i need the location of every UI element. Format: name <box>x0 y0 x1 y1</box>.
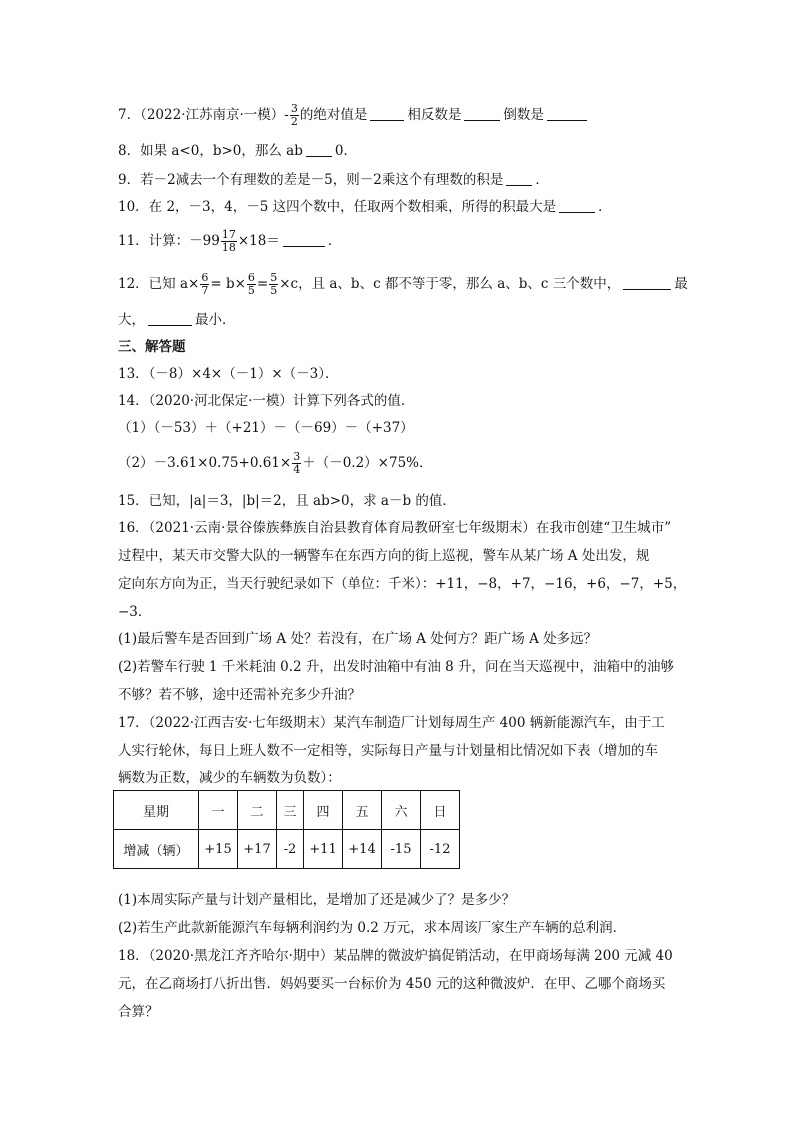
q12-p3: = <box>256 276 269 292</box>
question-14: 14．（2020·河北保定·一模）计算下列各式的值． <box>118 393 415 409</box>
q12-f1-num: 6 <box>201 271 209 284</box>
q7-blank-opposite <box>464 106 500 121</box>
question-16-line-3: 定向东方向为正，当天行驶纪录如下（单位：千米）：+11，−8，+7，−16，+6，−7，+5， <box>118 576 687 592</box>
q14-frac-den: 4 <box>293 463 301 476</box>
table-cell-day: 日 <box>421 791 460 830</box>
question-8 <box>118 141 357 161</box>
table-cell-value: -2 <box>277 830 304 869</box>
question-16-sub-2b: 不够？若不够，途中还需补充多少升油？ <box>118 687 361 703</box>
question-7 <box>118 100 590 130</box>
q12-blank-max <box>623 275 671 290</box>
q11-middle: ×18＝ <box>237 233 280 249</box>
table-cell-value: +15 <box>199 830 238 869</box>
q11-fraction <box>221 229 237 254</box>
q12-fraction-3 <box>269 272 278 297</box>
table-row-days <box>114 791 460 830</box>
table-cell-day: 六 <box>382 791 421 830</box>
q7-blank-abs <box>370 106 404 121</box>
q11-frac-den: 18 <box>221 241 236 254</box>
table-cell-value: -12 <box>421 830 460 869</box>
table-header-weekday: 星期 <box>114 791 199 830</box>
question-17-sub-1: (1)本周实际产量与计划产量相比，是增加了还是减少了？是多少？ <box>118 892 516 908</box>
question-16-line-2: 过程中，某天市交警大队的一辆警车在东西方向的街上巡视，警车从某广场 A 处出发，规 <box>118 548 650 564</box>
q12-f2-den: 5 <box>247 284 255 297</box>
question-9 <box>118 170 549 190</box>
table-cell-day: 五 <box>343 791 382 830</box>
question-18-line-2: 元，在乙商场打八折出售．妈妈要买一台标价为 450 元的这种微波炉．在甲、乙哪个商场买 <box>118 976 666 992</box>
q12-fraction-1 <box>200 272 209 297</box>
q14-fraction <box>292 451 301 476</box>
q12-p4: ×c，且 a、b、c 都不等于零，那么 a、b、c 三个数中， <box>279 276 621 292</box>
question-13: 13．（－8）×4×（－1）×（－3）． <box>118 366 339 382</box>
q11-suffix: ． <box>327 233 342 249</box>
question-14-part-1: （1）（－53）＋（+21）－（－69）－（+37） <box>118 420 414 436</box>
question-14-part-2 <box>118 448 433 478</box>
table-cell-day: 四 <box>304 791 343 830</box>
q7-text3: 倒数是 <box>503 107 544 123</box>
section-3-title: 三、解答题 <box>118 339 186 355</box>
q14-part2-prefix: （2）－3.61×0.75+0.61× <box>118 455 292 471</box>
q14-frac-num: 3 <box>293 450 301 463</box>
table-header-change: 增减（辆） <box>114 830 199 869</box>
q7-prefix: 7．（2022·江苏南京·一模）- <box>118 107 289 123</box>
q8-blank <box>306 142 332 157</box>
q9-text: 9．若－2减去一个有理数的差是－5，则－2乘这个有理数的积是 <box>118 172 504 188</box>
q12-f3-den: 5 <box>270 284 278 297</box>
question-10 <box>118 197 612 217</box>
q12-line2-prefix: 大， <box>118 312 145 328</box>
table-cell-value: +11 <box>304 830 343 869</box>
question-12 <box>118 269 688 299</box>
q10-text: 10．在 2，－3，4，－5 这四个数中，任取两个数相乘，所得的积最大是 <box>118 199 557 215</box>
table-cell-value: -15 <box>382 830 421 869</box>
q10-blank <box>559 198 595 213</box>
q12-p2: = b× <box>210 276 246 292</box>
q12-p5: 最 <box>674 276 688 292</box>
question-17-line-3: 辆数为正数，减少的车辆数为负数）： <box>118 770 341 786</box>
q7-text2: 相反数是 <box>407 107 462 123</box>
question-17-line-1: 17．（2022·江西吉安·七年级期末）某汽车制造厂计划每周生产 400 辆新能源汽车，由于工 <box>118 715 665 731</box>
q10-suffix: ． <box>598 199 612 215</box>
question-18-line-1: 18．（2020·黑龙江齐齐哈尔·期中）某品牌的微波炉搞促销活动，在甲商场每满 200 元减 40 <box>118 948 673 964</box>
q7-blank-reciprocal <box>547 106 587 121</box>
q12-f2-num: 6 <box>247 271 255 284</box>
table-row-values <box>114 830 460 869</box>
q11-prefix: 11．计算：－99 <box>118 233 220 249</box>
q12-f3-num: 5 <box>270 271 278 284</box>
production-table <box>113 790 460 869</box>
table-cell-day: 一 <box>199 791 238 830</box>
table-cell-day: 三 <box>277 791 304 830</box>
q12-fraction-2 <box>247 272 256 297</box>
table-cell-day: 二 <box>238 791 277 830</box>
question-16-line-4: −3． <box>118 604 152 620</box>
q11-frac-num: 17 <box>221 228 236 241</box>
question-18-line-3: 合算？ <box>118 1004 159 1020</box>
table-cell-value: +14 <box>343 830 382 869</box>
q11-blank <box>283 232 325 247</box>
q12-blank-min <box>148 311 192 326</box>
q7-text1: 的绝对值是 <box>299 107 368 123</box>
question-11 <box>118 226 341 256</box>
q12-f1-den: 7 <box>201 284 209 297</box>
q7-frac-den: 2 <box>290 115 298 128</box>
q7-frac-num: 3 <box>290 102 298 115</box>
q8-suffix: 0． <box>334 143 357 159</box>
q9-blank <box>506 171 532 186</box>
q12-line2-suffix: 最小． <box>195 312 236 328</box>
question-17-line-2: 人实行轮休，每日上班人数不一定相等，实际每日产量与计划量相比情况如下表（增加的车 <box>118 743 658 759</box>
question-17-sub-2: (2)若生产此款新能源汽车每辆利润约为 0.2 万元，求本周该厂家生产车辆的总利润． <box>118 920 627 936</box>
question-16-sub-2a: (2)若警车行驶 1 千米耗油 0.2 升，出发时油箱中有油 8 升，问在当天巡视中，油箱中的油够 <box>118 659 675 675</box>
q12-p1: 12．已知 a× <box>118 276 200 292</box>
question-16-line-1: 16．（2021·云南·景谷傣族彝族自治县教育体育局教研室七年级期末）在我市创建“卫生城市” <box>118 520 672 536</box>
q8-text: 8．如果 a<0，b>0，那么 ab <box>118 143 303 159</box>
question-16-sub-1: (1)最后警车是否回到广场 A 处？若没有，在广场 A 处何方？距广场 A 处多远？ <box>118 631 598 647</box>
question-12-line2 <box>118 310 236 330</box>
question-15: 15．已知，|a|＝3，|b|＝2，且 ab>0，求 a－b 的值． <box>118 493 456 509</box>
q14-part2-suffix: ＋（－0.2）×75%． <box>302 455 433 471</box>
q9-suffix: ． <box>535 172 549 188</box>
q7-fraction <box>290 103 299 128</box>
table-cell-value: +17 <box>238 830 277 869</box>
